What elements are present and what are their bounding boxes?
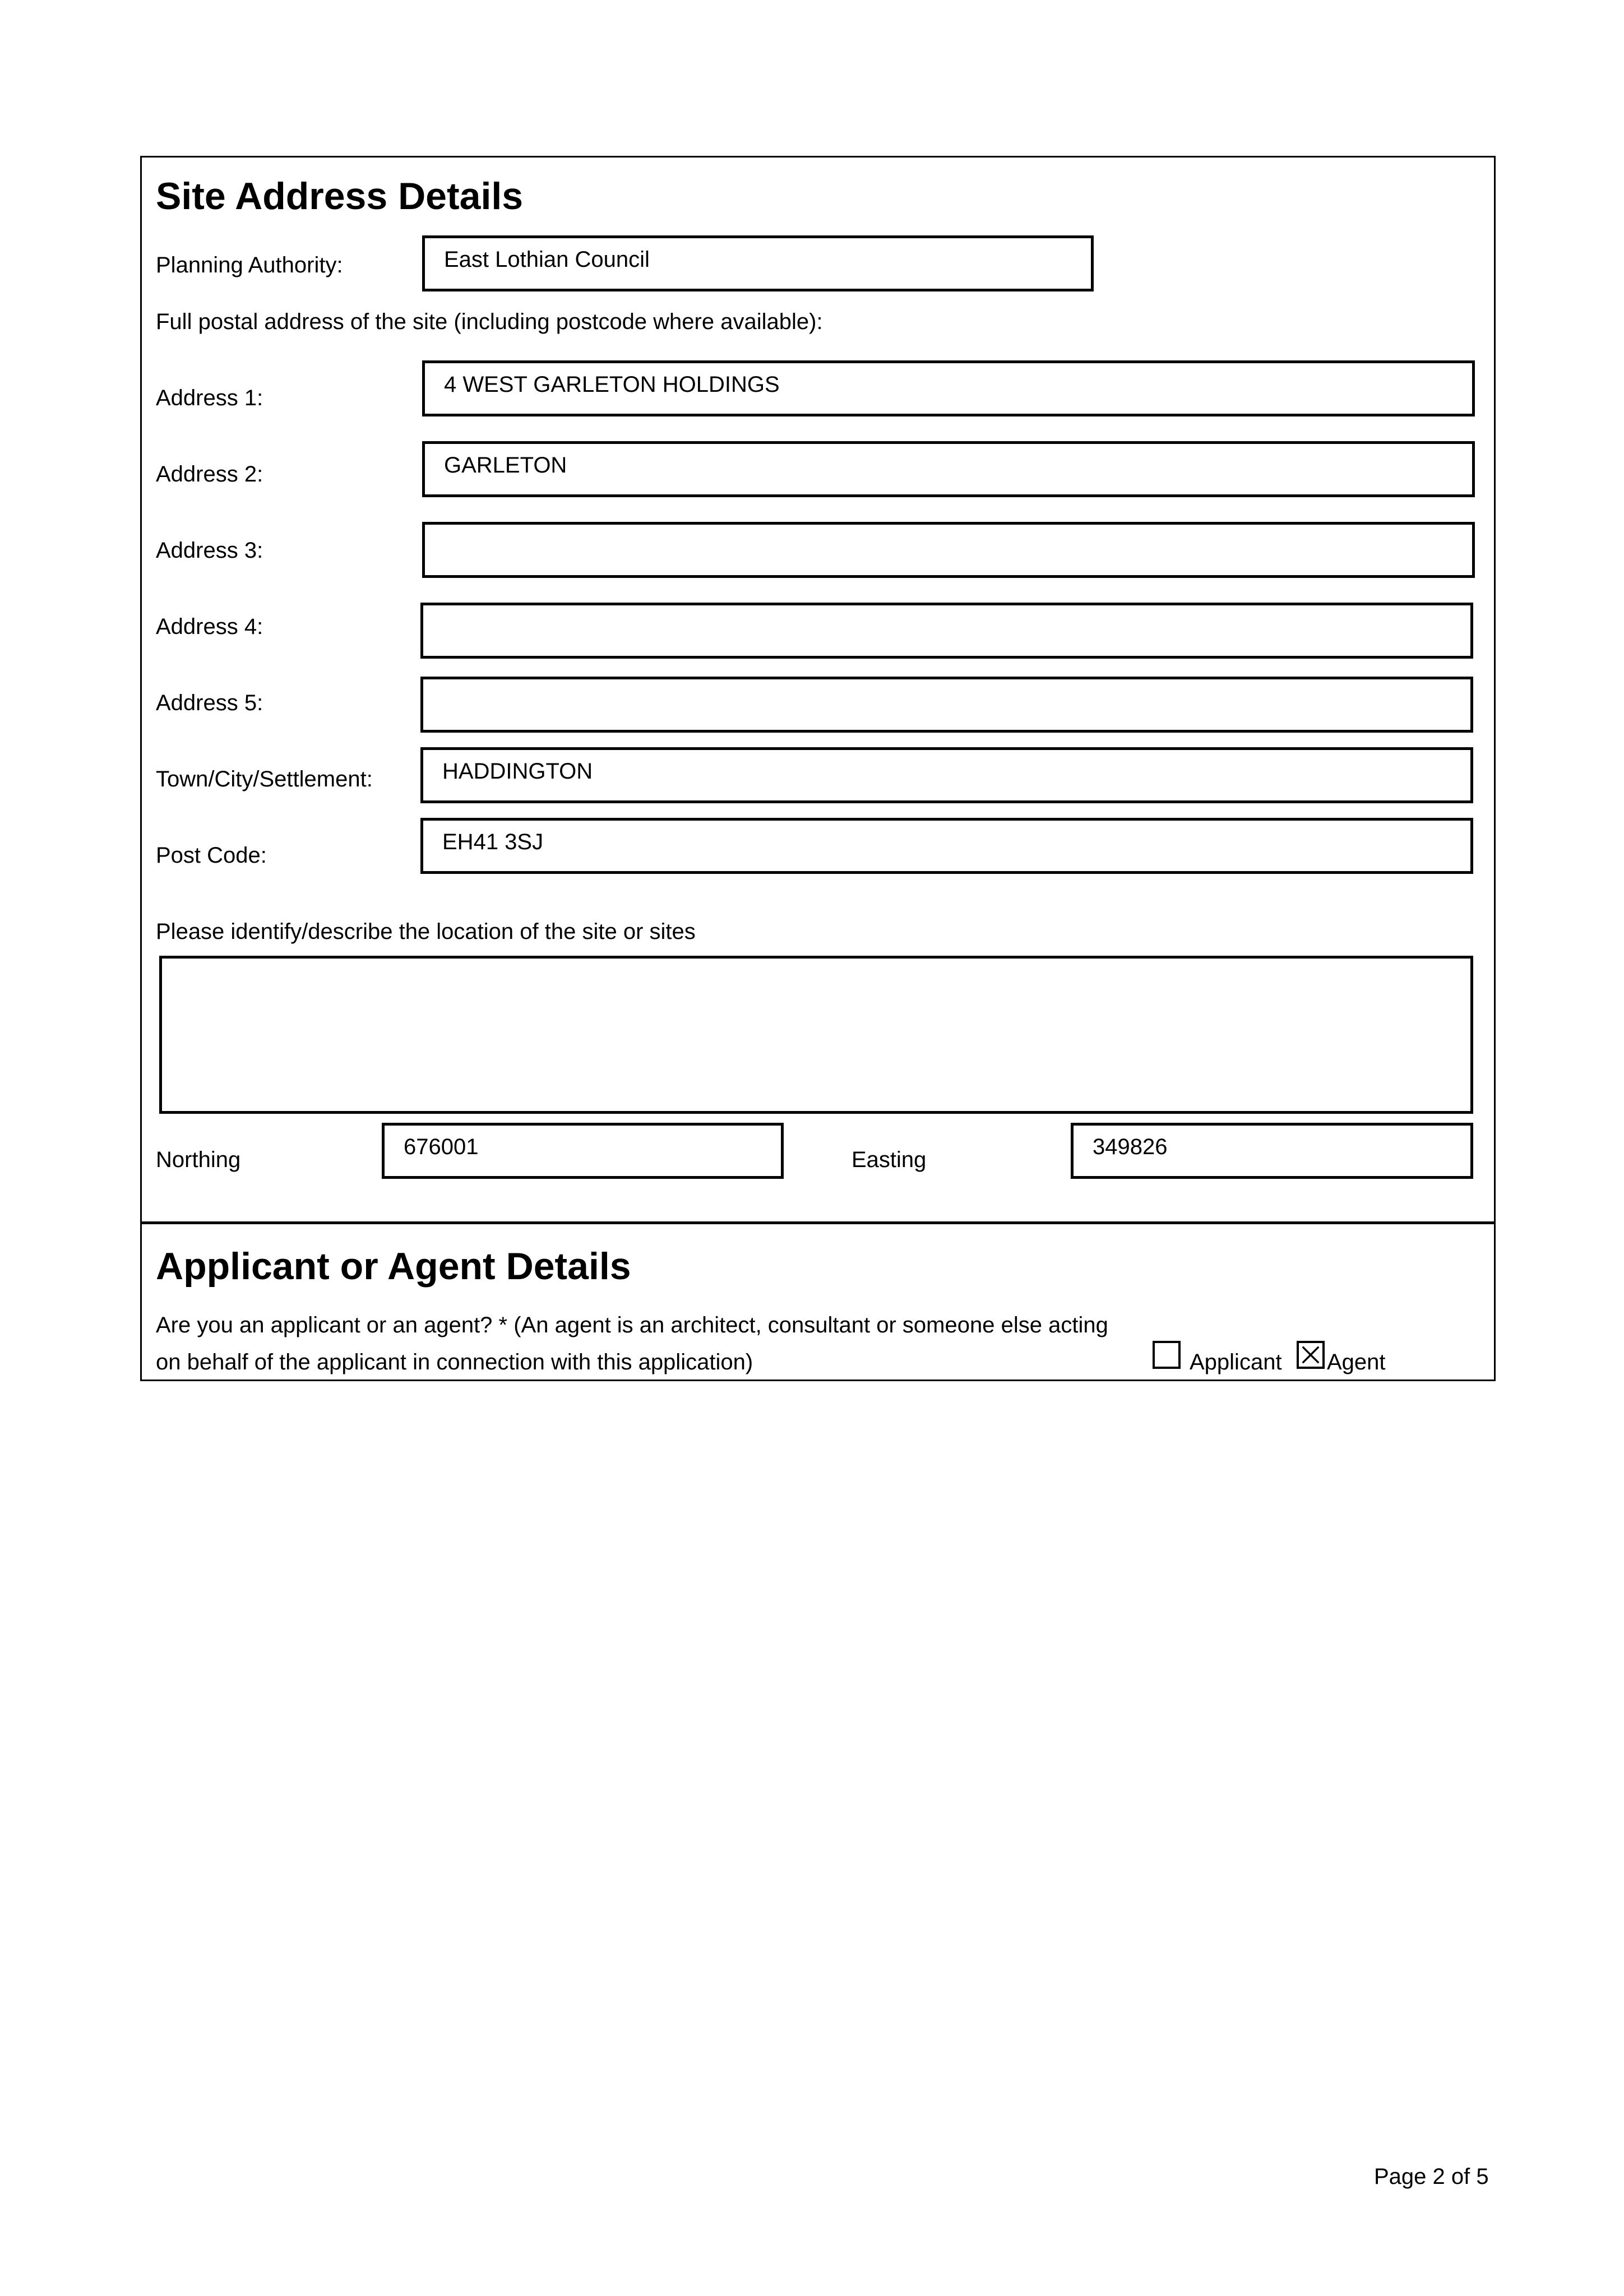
town-value: HADDINGTON (442, 759, 593, 784)
post-code-field[interactable] (420, 818, 1473, 874)
address-5-field[interactable] (420, 677, 1473, 733)
location-prompt: Please identify/describe the location of the site or sites (156, 919, 696, 944)
agent-checkbox[interactable] (1297, 1341, 1325, 1369)
post-code-value: EH41 3SJ (442, 830, 544, 854)
planning-authority-field[interactable] (422, 235, 1094, 291)
easting-field[interactable] (1071, 1123, 1473, 1179)
address-2-field[interactable] (422, 441, 1475, 497)
town-label: Town/City/Settlement: (156, 767, 373, 791)
post-code-label: Post Code: (156, 843, 267, 868)
site-address-heading: Site Address Details (156, 175, 524, 217)
applicant-option-label: Applicant (1190, 1350, 1282, 1374)
section-divider (140, 1221, 1496, 1224)
location-description-field[interactable] (159, 956, 1473, 1114)
address-2-value: GARLETON (444, 453, 567, 478)
northing-value: 676001 (404, 1135, 479, 1159)
address-1-field[interactable] (422, 360, 1475, 416)
checkbox-cross-icon (1299, 1343, 1322, 1367)
town-field[interactable] (420, 747, 1473, 803)
northing-field[interactable] (382, 1123, 784, 1179)
northing-label: Northing (156, 1147, 241, 1172)
easting-label: Easting (852, 1147, 927, 1172)
easting-value: 349826 (1093, 1135, 1168, 1159)
address-3-label: Address 3: (156, 538, 263, 563)
address-1-label: Address 1: (156, 386, 263, 410)
planning-authority-value: East Lothian Council (444, 247, 650, 272)
address-2-label: Address 2: (156, 462, 263, 487)
applicant-agent-question-line-2: on behalf of the applicant in connection with this application) (156, 1350, 753, 1374)
address-4-label: Address 4: (156, 614, 263, 639)
applicant-agent-question-line-1: Are you an applicant or an agent? * (An agent is an architect, consultant or someone else acting (156, 1313, 1108, 1337)
applicant-checkbox[interactable] (1153, 1341, 1181, 1369)
postal-address-intro: Full postal address of the site (including postcode where available): (156, 309, 823, 334)
applicant-agent-heading: Applicant or Agent Details (156, 1245, 631, 1288)
address-1-value: 4 WEST GARLETON HOLDINGS (444, 372, 780, 397)
address-5-label: Address 5: (156, 691, 263, 715)
address-4-field[interactable] (420, 603, 1473, 659)
planning-authority-label: Planning Authority: (156, 253, 343, 277)
page-number: Page 2 of 5 (1374, 2164, 1489, 2189)
agent-option-label: Agent (1327, 1350, 1386, 1374)
address-3-field[interactable] (422, 522, 1475, 578)
